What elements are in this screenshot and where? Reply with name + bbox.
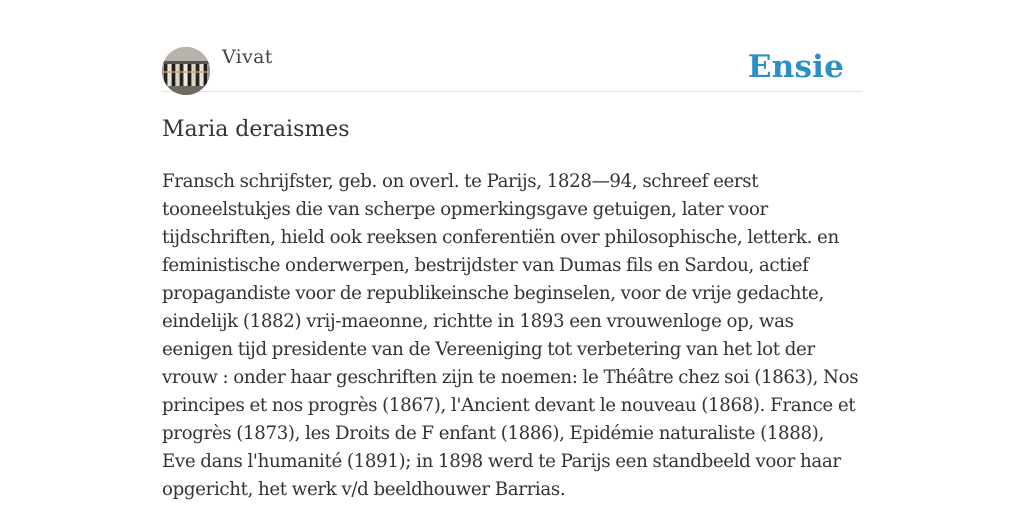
entry-title: Maria deraismes <box>162 117 350 142</box>
bookshelf-avatar-icon[interactable] <box>162 47 210 95</box>
entry-header <box>162 45 862 92</box>
ensie-logo[interactable]: Ensie <box>747 49 844 85</box>
source-name[interactable]: Vivat <box>222 46 273 68</box>
entry-card <box>162 45 862 504</box>
entry-body: Fransch schrijfster, geb. on overl. te Parijs, 1828—94, schreef eerst tooneelstukjes die van scherpe opmerkingsgave getuigen, later voor tijdschriften, hield ook reeksen conferentiën over philosophische, letterk. en feministische onderwerpen, bestrijdster van Dumas fils en Sardou, actief propagandiste voor de republikeinsche beginselen, voor de vrije gedachte, eindelijk (1882) vrij-maeonne, richtte in 1893 een vrouwenloge op, was eenigen tijd presidente van de Vereeniging tot verbetering van het lot der vrouw : onder haar geschriften zijn te noemen: le Théâtre chez soi (1863), Nos principes et nos progrès (1867), l'Ancient devant le nouveau (1868). France et progrès (1873), les Droits de F enfant (1886), Epidémie naturaliste (1888), Eve dans l'humanité (1891); in 1898 werd te Parijs een standbeeld voor haar opgericht, het werk v/d beeldhouwer Barrias. <box>162 171 859 500</box>
bookshelf-icon <box>162 47 210 95</box>
